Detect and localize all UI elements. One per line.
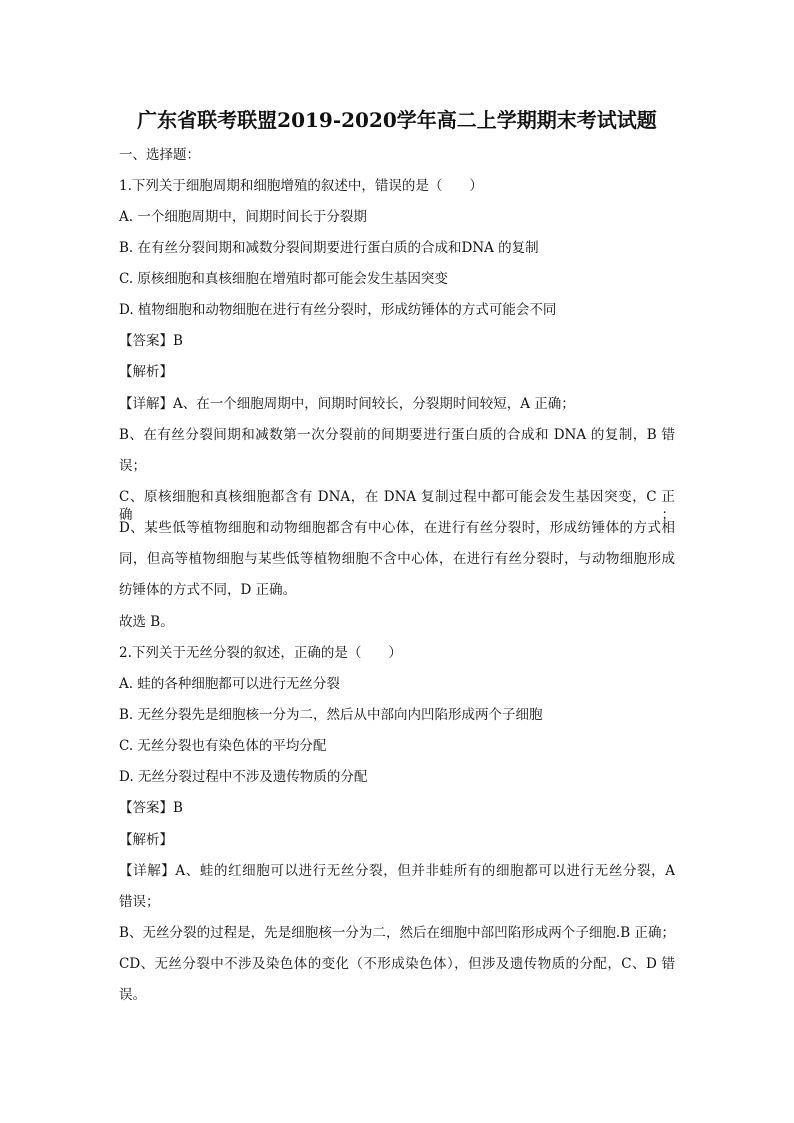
question-1-analysis-line: B、在有丝分裂间期和减数第一次分裂前的间期要进行蛋白质的合成和 DNA 的复制，B 错 [119, 427, 675, 443]
question-1-analysis-line: C、原核细胞和真核细胞都含有 DNA，在 DNA 复制过程中都可能会发生基因突变，C 正确； [119, 489, 675, 523]
question-2-analysis-line: B、无丝分裂的过程是，先是细胞核一分为二，然后在细胞中部凹陷形成两个子细胞.B 正确； [119, 925, 675, 941]
question-1-answer: 【答案】B [119, 333, 183, 349]
question-1-analysis-line: D、某些低等植物细胞和动物细胞都含有中心体，在进行有丝分裂时，形成纺锤体的方式相 [119, 520, 675, 536]
question-2-option-a: A. 蛙的各种细胞都可以进行无丝分裂 [119, 676, 340, 692]
question-1-analysis-label: 【解析】 [119, 364, 173, 380]
question-1-analysis-line: 同，但高等植物细胞与某些低等植物细胞不含中心体，在进行有丝分裂时，与动物细胞形成 [119, 551, 675, 567]
question-2-answer: 【答案】B [119, 800, 183, 816]
question-2-analysis-label: 【解析】 [119, 832, 173, 848]
section-heading: 一、选择题： [119, 147, 200, 163]
question-2-analysis-line: 【详解】A、蛙的红细胞可以进行无丝分裂，但并非蛙所有的细胞都可以进行无丝分裂，A [119, 863, 675, 879]
question-1-option-c: C. 原核细胞和真核细胞在增殖时都可能会发生基因突变 [119, 271, 448, 287]
question-2-option-c: C. 无丝分裂也有染色体的平均分配 [119, 738, 327, 754]
question-2-option-b: B. 无丝分裂先是细胞核一分为二，然后从中部向内凹陷形成两个子细胞 [119, 707, 543, 723]
question-1-analysis-line: 纺锤体的方式不同，D 正确。 [119, 582, 297, 598]
question-2-stem: 2.下列关于无丝分裂的叙述，正确的是（ ） [119, 645, 402, 661]
question-1-option-d: D. 植物细胞和动物细胞在进行有丝分裂时，形成纺锤体的方式可能会不同 [119, 302, 557, 318]
question-2-analysis-line: 错误； [119, 894, 160, 910]
question-1-analysis-line: 误； [119, 458, 146, 474]
question-1-option-b: B. 在有丝分裂间期和减数分裂间期要进行蛋白质的合成和DNA 的复制 [119, 240, 539, 256]
question-1-analysis-line: 故选 B。 [119, 614, 174, 630]
question-1-option-a: A. 一个细胞周期中，间期时间长于分裂期 [119, 209, 367, 225]
question-1-analysis-line: 【详解】A、在一个细胞周期中，间期时间较长，分裂期时间较短，A 正确； [119, 396, 575, 412]
question-2-analysis-line: 误。 [119, 987, 146, 1003]
question-2-analysis-line: CD、无丝分裂中不涉及染色体的变化（不形成染色体），但涉及遗传物质的分配，C、D 错 [119, 956, 675, 972]
question-2-option-d: D. 无丝分裂过程中不涉及遗传物质的分配 [119, 769, 368, 785]
page-title: 广东省联考联盟2019-2020学年高二上学期期末考试试题 [137, 108, 657, 132]
question-1-stem: 1.下列关于细胞周期和细胞增殖的叙述中，错误的是（ ） [119, 178, 483, 194]
